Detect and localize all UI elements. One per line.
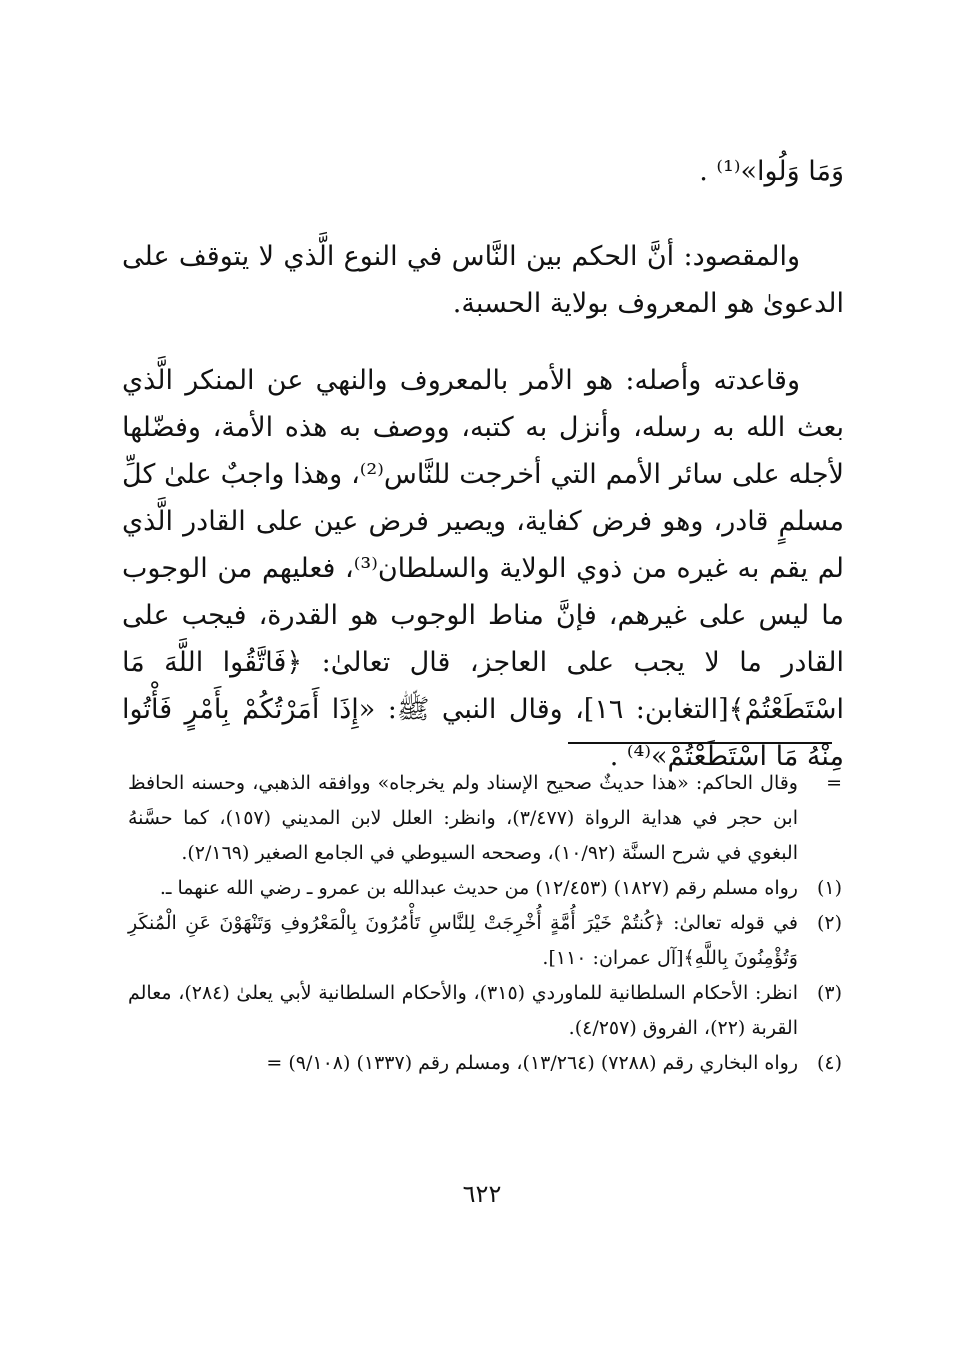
footnote-text: رواه البخاري رقم (٧٢٨٨) (١٣/٢٦٤)، ومسلم رقم (١٣٣٧) (٩/١٠٨) = [266, 1052, 798, 1074]
footnote-4 [128, 1046, 842, 1081]
footnote-continuation-text: وقال الحاكم: «هذا حديثٌ صحيح الإسناد ولم يخرجاه» ووافقه الذهبي، وحسنه الحافظ ابن حجر في هداية الرواة (٣/٤٧٧)، وانظر: العلل لابن المديني (١٥٧)، كما حسَّنهُ البغوي في شرح السنَّة (١٠/٩٢)، وصححه السيوطي في الجامع الصغير (٢/١٦٩). [128, 772, 798, 864]
footnote-separator [568, 742, 832, 744]
continuation-marker: = [826, 772, 842, 794]
footnote-text: رواه مسلم رقم (١٨٢٧) (١٢/٤٥٣) من حديث عبدالله بن عمرو ـ رضي الله عنهما ـ. [159, 877, 798, 899]
paragraph-2: وقاعدته وأصله: هو الأمر بالمعروف والنهي عن المنكر الَّذي بعث الله به رسله، وأنزل به كتبه، ووصف به هذه الأمة، وفضّلها لأجله على سائر الأمم التي أخرجت للنَّاس⁽²⁾، وهذا واجبٌ علىٰ كلِّ مسلمٍ قادر، وهو فرض كفاية، ويصير فرض عين على القادر الَّذي لم يقم به غيره من ذوي الولاية والسلطان⁽³⁾، فعليهم من الوجوب ما ليس على غيرهم، فإنَّ مناط الوجوب هو القدرة، فيجب على القادر ما لا يجب على العاجز، قال تعالىٰ: ﴿فَاتَّقُوا اللَّهَ مَا اسْتَطَعْتُمْ﴾[التغابن: ١٦]، وقال النبي ﷺ: «إِذَا أَمَرْتُكُمْ بِأَمْرٍ فَأْتُوا مِنْهُ مَا اسْتَطَعْتُمْ»⁽⁴⁾ . [122, 365, 845, 772]
footnote-number: (٢) [816, 912, 842, 934]
footnote-text: في قوله تعالىٰ: ﴿كُنتُمْ خَيْرَ أُمَّةٍ أُخْرِجَتْ لِلنَّاسِ تَأْمُرُونَ بِالْمَعْرُوفِ وَتَنْهَوْنَ عَنِ الْمُنكَرِ وَتُؤْمِنُونَ بِاللَّهِ﴾[آل عمران: ١١٠]. [128, 912, 798, 969]
footnote-continuation [128, 766, 842, 871]
footnote-2 [128, 906, 842, 976]
footnotes [128, 766, 842, 1081]
footnote-text: انظر: الأحكام السلطانية للماوردي (٣١٥)، والأحكام السلطانية لأبي يعلىٰ (٢٨٤)، معالم القربة (٢٢)، الفروق (٤/٢٥٧). [128, 982, 798, 1039]
page-number: ٦٢٢ [462, 1180, 502, 1208]
footnote-number: (١) [816, 877, 842, 899]
footnote-1 [128, 871, 842, 906]
paragraph-1: والمقصود: أنَّ الحكم بين النَّاس في النوع الَّذي لا يتوقف على الدعوىٰ هو المعروف بولاية الحسبة. [122, 241, 844, 319]
continuation-line: وَمَا وَلُوا»⁽¹⁾ . [699, 156, 844, 187]
footnote-number: (٣) [816, 982, 842, 1004]
footnote-number: (٤) [816, 1052, 842, 1074]
footnote-3 [128, 976, 842, 1046]
